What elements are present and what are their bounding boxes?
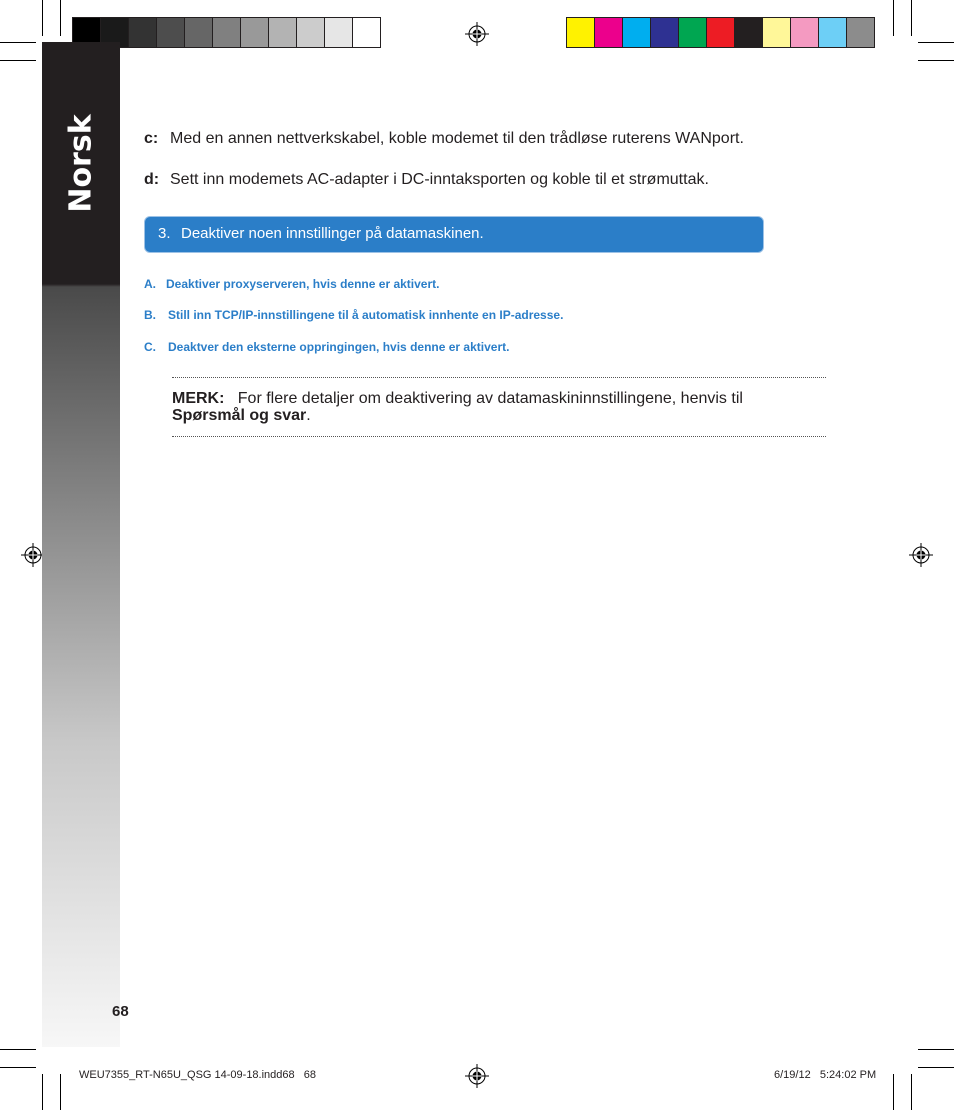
substep-text: Deaktiver proxyserveren, hvis denne er aktivert. — [166, 277, 440, 291]
color-swatch — [847, 18, 874, 47]
crop-mark — [893, 0, 894, 36]
crop-mark — [918, 42, 954, 43]
color-swatch — [595, 18, 623, 47]
registration-mark-icon — [465, 1064, 489, 1088]
color-swatch — [213, 18, 241, 47]
crop-mark — [893, 1074, 894, 1110]
color-swatch — [129, 18, 157, 47]
color-swatch — [185, 18, 213, 47]
crop-mark — [0, 1049, 36, 1050]
color-swatch — [353, 18, 380, 47]
step-text: Sett inn modemets AC-adapter i DC-inntaksporten og koble til et strømuttak. — [170, 171, 709, 188]
step-letter: c: — [144, 130, 159, 147]
slug-date: 6/19/12 5:24:02 PM — [774, 1069, 877, 1081]
substep-letter: B. — [144, 308, 156, 322]
note-label: MERK: — [172, 390, 225, 407]
page-number: 68 — [112, 1003, 129, 1020]
banner-text: Deaktiver noen innstillinger på datamaskinen. — [181, 225, 484, 242]
color-swatch — [325, 18, 353, 47]
step-letter: d: — [144, 171, 160, 188]
crop-mark — [60, 0, 61, 36]
substep-text: Deaktver den eksterne oppringingen, hvis denne er aktivert. — [168, 340, 510, 354]
substep-letter: C. — [144, 340, 156, 354]
language-tab-label: Norsk — [63, 113, 99, 213]
section-banner — [144, 216, 764, 253]
color-bar — [566, 17, 875, 48]
note-text: For flere detaljer om deaktivering av datamaskininnstillingene, henvis til — [237, 390, 743, 407]
note-end: . — [306, 407, 311, 424]
crop-mark — [60, 1074, 61, 1110]
color-swatch — [679, 18, 707, 47]
crop-mark — [0, 1067, 36, 1068]
slug-file: WEU7355_RT-N65U_QSG 14-09-18.indd68 68 — [79, 1069, 317, 1081]
color-swatch — [623, 18, 651, 47]
crop-mark — [918, 1067, 954, 1068]
color-swatch — [819, 18, 847, 47]
color-swatch — [269, 18, 297, 47]
color-swatch — [651, 18, 679, 47]
banner-number: 3. — [158, 225, 171, 242]
step-text: Med en annen nettverkskabel, koble modemet til den trådløse ruterens WANport. — [170, 130, 744, 147]
crop-mark — [0, 60, 36, 61]
crop-mark — [911, 1074, 912, 1110]
color-swatch — [735, 18, 763, 47]
crop-mark — [42, 1074, 43, 1110]
registration-mark-icon — [909, 543, 933, 567]
color-swatch — [297, 18, 325, 47]
crop-mark — [0, 42, 36, 43]
color-swatch — [707, 18, 735, 47]
note-reference: Spørsmål og svar — [172, 407, 307, 424]
crop-mark — [42, 0, 43, 36]
crop-mark — [918, 1049, 954, 1050]
note-divider-bottom — [172, 436, 826, 437]
note-block — [172, 390, 822, 424]
crop-mark — [911, 0, 912, 36]
substep-letter: A. — [144, 277, 156, 291]
note-divider-top — [172, 377, 826, 378]
substep-text: Still inn TCP/IP-innstillingene til å automatisk innhente en IP-adresse. — [168, 308, 564, 322]
color-swatch — [791, 18, 819, 47]
registration-mark-icon — [465, 22, 489, 46]
color-swatch — [567, 18, 595, 47]
crop-mark — [918, 60, 954, 61]
color-swatch — [763, 18, 791, 47]
color-swatch — [157, 18, 185, 47]
color-swatch — [241, 18, 269, 47]
